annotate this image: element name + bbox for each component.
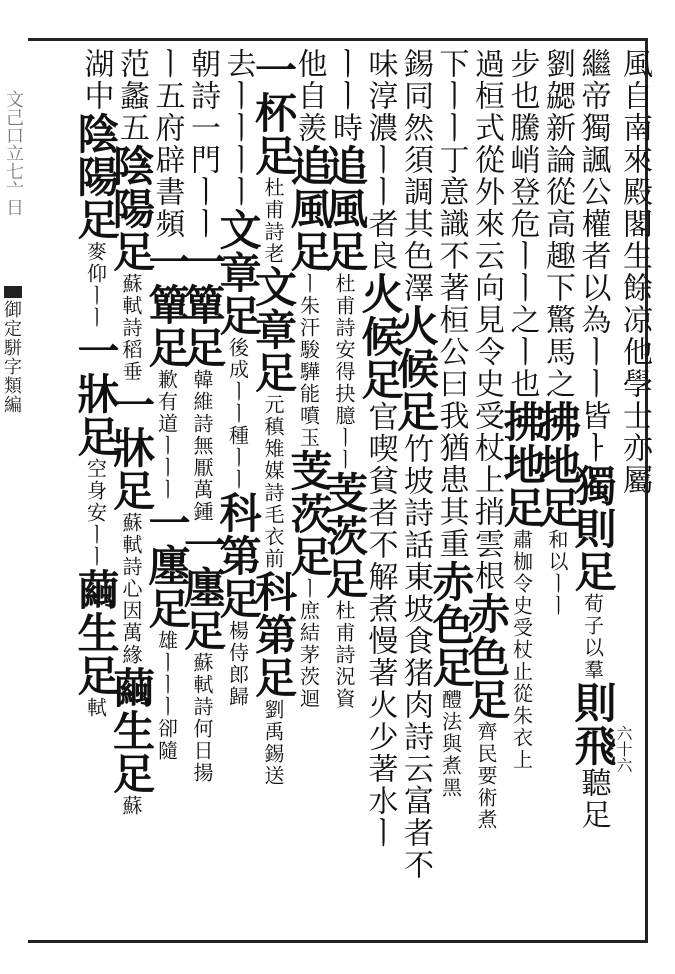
headword: 科第足 (249, 570, 298, 699)
body-text: 他自羨 (291, 48, 327, 144)
headword: 陰陽足 (107, 144, 156, 273)
body-text: ㅣ五府辟書頻 (149, 48, 185, 240)
text-column (213, 48, 263, 708)
text-column (426, 48, 476, 799)
headword: 文章足 (213, 208, 263, 337)
headword: 赤色足 (462, 592, 511, 721)
annotation-text: 和以ㅣㅣ (545, 529, 569, 617)
body-text: 湖中 (78, 48, 114, 112)
page-number: 六十六 (614, 725, 633, 773)
annotation-text: 歉有道ㅣㅣㅣ (154, 369, 179, 501)
headword: 繭生足 (71, 568, 121, 697)
annotation-text: 杜甫詩老 (261, 177, 285, 265)
text-column (142, 48, 192, 762)
page-border-top (28, 38, 648, 41)
body-text: 步也騰峭登危ㅣㅣ之ㅣ也 (504, 48, 540, 400)
headword: 火候足 (355, 272, 405, 401)
headword: 追風足 (284, 144, 334, 273)
headword: 獨則足 (568, 464, 618, 593)
book-title: 御定駢字類編 (1, 300, 22, 414)
text-column (391, 48, 440, 881)
annotation-text: 蘇軾詩何日揚 (190, 652, 214, 784)
headword: 火候足 (391, 304, 440, 433)
text-column (497, 48, 547, 771)
headword: 科第足 (213, 491, 263, 620)
headword: 則飛 (568, 681, 618, 767)
headword: 一簞足 (142, 240, 192, 369)
text-column (615, 48, 652, 496)
annotation-text: 醴法與煮黑 (438, 689, 463, 799)
margin-faint-text: 文己口立七亠日 (3, 90, 24, 216)
headword: 芰茨足 (284, 449, 334, 578)
headword: 一廛足 (178, 523, 227, 652)
text-column (71, 48, 121, 719)
body-text: 下ㅣㅣ丁意識不著桓公曰我猶患其重 (433, 48, 469, 560)
annotation-text: 楊侍郎歸 (225, 620, 250, 708)
annotation-text: 杜甫詩安得抉臆ㅣㅣ (332, 273, 356, 471)
headword: 芰茨足 (320, 471, 369, 600)
body-text: 范蠡五 (114, 48, 149, 144)
body-text: ㅣㅣ時 (327, 48, 362, 144)
body-text: 過桓式從外來云向見令史受杖上捎雲根 (469, 48, 504, 592)
headword: 追風足 (320, 144, 369, 273)
headword: 赤色足 (426, 560, 476, 689)
headword: 陰陽足 (71, 112, 121, 241)
headword: 繭生足 (107, 666, 156, 795)
annotation-text: 軾 (83, 697, 108, 719)
body-text: 味淳濃ㅣㅣ者良 (362, 48, 398, 272)
headword: 一簞足 (178, 240, 227, 369)
body-text: 竹坡詩話東坡食猪肉詩云富者不 (398, 433, 433, 881)
body-text: 聽足 (575, 767, 611, 831)
annotation-text: 蘇 (119, 795, 143, 817)
annotation-text: 蘇軾詩心因萬緣 (119, 512, 143, 666)
annotation-text: 後成ㅣㅣ種ㅣㅣ (225, 337, 250, 491)
body-text: 官喫貧者不解煮慢著火少著水ㅣ (362, 401, 398, 849)
annotation-text: 杜甫詩況資 (332, 600, 356, 710)
annotation-text: 荀子以羣 (580, 593, 605, 681)
text-column (533, 48, 582, 617)
text-column (462, 48, 511, 831)
annotation-text: ㅣ庶結茅茨迴 (296, 578, 321, 710)
body-text: 錫同然須調其色澤 (398, 48, 433, 304)
annotation-text: 劉禹錫送 (261, 699, 285, 787)
annotation-text: 元稹雉媒詩毛衣前 (261, 394, 285, 570)
body-text: 去ㅣㅣㅣㅣ (220, 48, 256, 208)
text-column (178, 48, 227, 784)
text-column (355, 48, 405, 849)
text-column (249, 48, 298, 787)
annotation-text: ㅣ朱汗駿驊能噴玉 (296, 273, 321, 449)
headword: 一牀足 (107, 383, 156, 512)
text-column (320, 48, 369, 710)
page-margin-strip (2, 40, 28, 940)
headword: 一廛足 (142, 501, 192, 630)
body-text: 風自南來殿閣生餘凉他學士亦屬 (617, 48, 652, 496)
headword: 拂地足 (533, 400, 582, 529)
annotation-text: 麥仰ㅣㅣ (83, 241, 108, 329)
headword: 一杯足 (249, 48, 298, 177)
headword: 一牀足 (71, 329, 121, 458)
text-column (568, 48, 618, 831)
margin-fish-tail-mark (4, 286, 22, 298)
annotation-text: 韓維詩無厭萬鍾 (190, 369, 214, 523)
body-text: 劉勰新論從高趣下驚馬之 (540, 48, 575, 400)
body-text: 朝詩一門ㅣㅣ (185, 48, 220, 240)
annotation-text: 肅枷令史受杖止從朱衣上 (509, 529, 534, 771)
text-column (107, 48, 156, 817)
text-column (284, 48, 334, 710)
headword: 文章足 (249, 265, 298, 394)
annotation-text: 蘇軾詩稻垂 (119, 273, 143, 383)
annotation-text: 齊民要術煮 (474, 721, 498, 831)
annotation-text: 雄ㅣㅣㅣ卻隨 (154, 630, 179, 762)
headword: 拂地足 (497, 400, 547, 529)
annotation-text: 空身安ㅣㅣ (83, 458, 108, 568)
page-border-bottom (28, 940, 648, 943)
body-text: 繼帝獨諷公權者以為ㅣㅣ皆ㅏ (575, 48, 611, 464)
